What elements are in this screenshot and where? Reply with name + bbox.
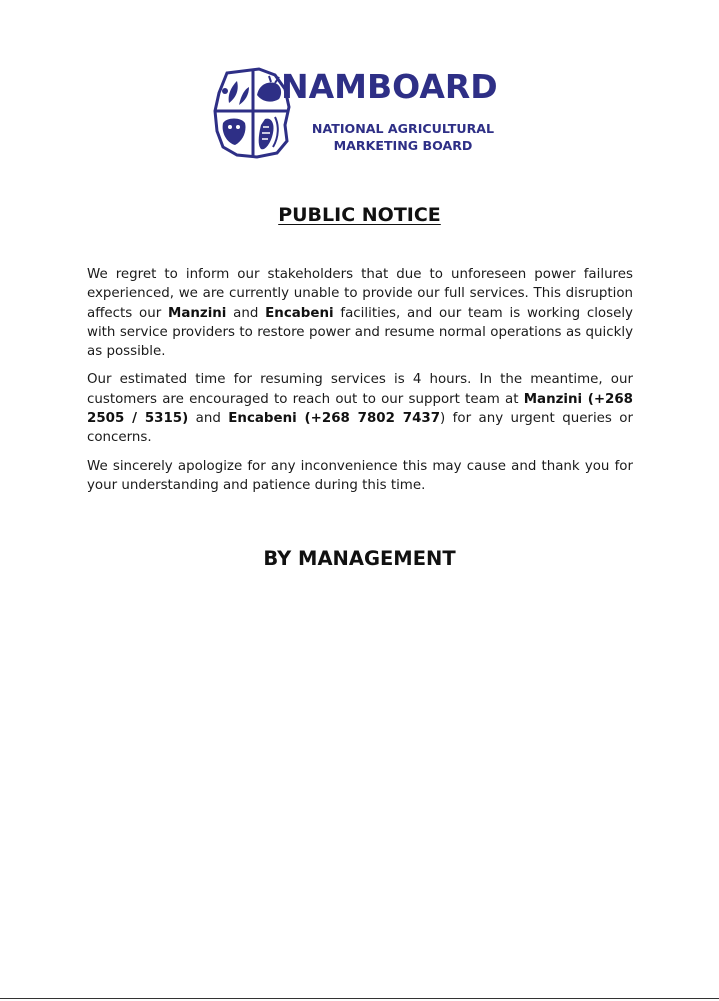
logo-subtitle-line1: NATIONAL AGRICULTURAL	[311, 121, 495, 136]
p1-text-3: facilities, and our team is working closely with service providers to restore power and resume normal operations as quickly as possible.	[87, 305, 633, 360]
p2-encabeni-contact: Encabeni (+268 7802 7437	[228, 411, 441, 427]
logo-wordmark: NAMBOARD	[281, 67, 498, 106]
logo-subtitle-line2: MARKETING BOARD	[333, 138, 473, 153]
namboard-logo	[213, 67, 508, 161]
notice-body	[87, 265, 633, 504]
sign-off: BY MANAGEMENT	[263, 547, 456, 570]
p1-text-2: and	[226, 305, 266, 321]
p1-text-1: We regret to inform our stakeholders that due to unforeseen power failures experienced, we are currently unable to provide our full services. This disruption affects our	[87, 267, 633, 321]
notice-title: PUBLIC NOTICE	[278, 204, 441, 226]
p2-text-2: and	[188, 411, 229, 427]
page-bottom-rule	[0, 998, 719, 999]
p2-text-3: ) for any urgent queries or concerns.	[87, 411, 633, 446]
notice-paragraph-3: We sincerely apologize for any inconvenience this may cause and thank you for your understanding and patience during this time.	[87, 458, 633, 493]
p2-text-1: Our estimated time for resuming services is 4 hours. In the meantime, our customers are encouraged to reach out to our support team at	[87, 372, 633, 407]
p1-manzini: Manzini	[168, 305, 227, 321]
notice-paragraph-1	[87, 265, 633, 361]
notice-paragraph-2	[87, 370, 633, 447]
p1-encabeni: Encabeni	[265, 305, 334, 321]
p2-manzini-contact: Manzini (+268 2505 / 5315)	[87, 391, 633, 427]
